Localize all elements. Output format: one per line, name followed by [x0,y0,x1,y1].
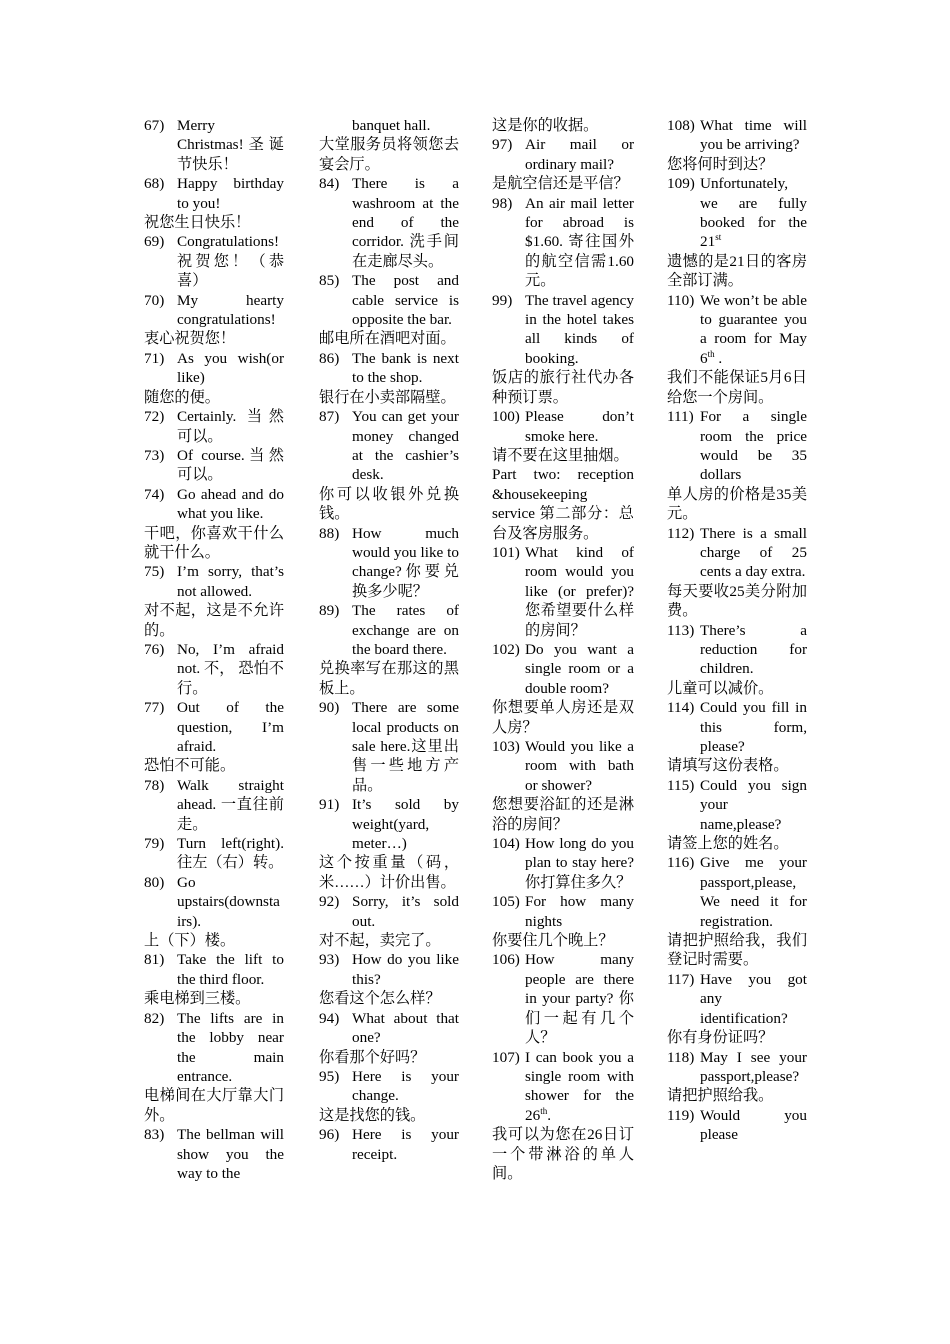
phrase-text [352,795,459,853]
item-number: 101) [492,543,520,561]
item-number: 83) [144,1126,165,1144]
phrase-item [667,970,807,1028]
translation-text: 干吧，你喜欢干什么就干什么。 [144,524,284,561]
phrase-text-main: May I see your passport,please? [700,1048,807,1085]
phrase-text [352,601,459,659]
translation-text: 儿童可以减价。 [667,679,774,697]
phrase-item [319,601,459,659]
phrase-text-main: Have you got any identification? [700,970,807,1027]
phrase-text [700,407,807,485]
item-number: 85) [319,272,340,290]
phrase-text [352,698,459,795]
phrase-text [700,524,807,582]
phrase-text-main: What about that one? [352,1009,459,1047]
item-number: 107) [492,1048,520,1066]
phrase-text [525,737,634,795]
phrase-item [492,407,634,446]
item-number: 102) [492,640,520,658]
item-number: 113) [667,621,695,639]
translation-text: 请把护照给我。 [667,1087,774,1105]
phrase-text-main: I can book you a single room with shower for the 26 [525,1048,634,1124]
translation-text: 这个按重量（码，米……）计价出售。 [319,854,459,891]
phrase-text [700,116,807,155]
item-number: 108) [667,117,695,134]
phrase-text-main: Could you sign your name,please? [700,776,807,833]
phrase-text [700,970,807,1028]
translation-text: 请签上您的姓名。 [667,835,789,853]
phrase-text [177,640,284,698]
phrase-text-main: Could you fill in this form, please? [700,699,807,755]
phrase-text-main: What time will you be arriving? [700,117,807,154]
phrase-text-main: The lifts are in the lobby near the main entrance. [177,1009,284,1085]
phrase-text-main: No, I’m afraid not. 不， 恐怕不行。 [177,640,284,697]
item-number: 97) [492,136,513,154]
item-number: 71) [144,349,165,367]
translation-text: 你有身份证吗？ [667,1029,774,1047]
item-number: 69) [144,233,165,251]
phrase-text-main: My hearty congratulations! [177,291,284,329]
translation-text: 邮电所在酒吧对面。 [319,330,456,348]
phrase-text-main: Unfortunately, we are fully booked for the 21 [700,175,807,251]
translation-text: 上（下）楼。 [144,932,236,950]
item-number: 110) [667,291,695,309]
phrase-text-main: Here is your receipt. [352,1126,459,1163]
item-number: 109) [667,175,695,193]
phrase-text-main: We won’t be able to guarantee you a room for May 6 [700,291,807,367]
phrase-text [177,485,284,524]
phrase-item [492,640,634,698]
phrase-text [177,1009,284,1087]
item-number: 73) [144,446,165,464]
phrase-text-main: It’s sold by weight(yard, meter…) [352,796,459,853]
phrase-text [352,174,459,271]
phrase-text [352,1067,459,1106]
phrase-item [319,349,459,388]
phrase-text-main: How much would you like to change?你要兑换多少呢？ [352,524,459,600]
item-number: 106) [492,951,520,969]
item-number: 104) [492,835,520,853]
phrase-text [525,950,634,1047]
phrase-item [144,698,284,756]
item-number: 72) [144,408,165,426]
translation-text: 你要住几个晚上？ [492,932,614,950]
translation-text: 你可以收银外兑换钱。 [319,485,459,523]
phrase-item [319,1067,459,1106]
phrase-text [177,232,284,290]
translation-text: 每天要收25美分附加费。 [667,582,807,620]
translation-text: 兑换率写在那这的黑板上。 [319,660,459,697]
translation-text: 这是找您的钱。 [319,1106,426,1124]
item-number: 119) [667,1106,695,1124]
item-number: 78) [144,776,165,794]
item-number: 96) [319,1126,340,1144]
phrase-item [144,834,284,873]
phrase-text [177,776,284,834]
phrase-text [177,873,284,931]
phrase-text [177,407,284,446]
phrase-item [492,834,634,892]
phrase-item [319,795,459,853]
phrase-text-main: There are some local products on sale here.这里出售一些地方产品。 [352,699,459,794]
phrase-item [144,950,284,989]
phrase-text [525,194,634,291]
phrase-item [492,950,634,1047]
item-number: 112) [667,524,695,542]
item-number: 80) [144,873,165,891]
item-number: 103) [492,738,520,755]
phrase-item [144,1125,284,1183]
item-number: 93) [319,951,340,969]
phrase-text-main: The travel agency in the hotel takes all kinds of booking. [525,291,634,367]
item-number: 105) [492,893,520,911]
translation-text: 随您的便。 [144,388,220,406]
phrase-text-main: Do you want a single room or a double room? [525,640,634,697]
phrase-item [144,485,284,524]
phrase-text [525,407,634,446]
phrase-text-main: Take the lift to the third floor. [177,951,284,988]
phrase-text [177,1125,284,1183]
phrase-text [525,640,634,698]
phrase-item [667,853,807,931]
phrase-text [700,698,807,756]
phrase-text [352,407,459,485]
phrase-text-main: There is a washroom at the end of the corridor. 洗手间在走廊尽头。 [352,175,459,270]
phrase-item [667,698,807,756]
item-number: 75) [144,563,165,581]
phrase-item [319,407,459,485]
phrase-text-main: Out of the question, I’m afraid. [177,699,284,755]
phrase-item [492,892,634,931]
translation-text: 您将何时到达？ [667,155,774,173]
phrase-text [177,834,284,873]
item-number: 88) [319,524,340,542]
phrase-text [525,291,634,369]
phrase-item [492,737,634,795]
phrase-item [667,291,807,369]
phrase-text-main: How many people are there in your party? 你们一起有几个人？ [525,951,634,1047]
translation-text: 请把护照给我，我们登记时需要。 [667,932,807,969]
translation-text: 这是你的收据。 [492,117,599,134]
phrase-item [144,873,284,931]
phrase-text [352,1009,459,1048]
column-1 [144,116,284,1183]
phrase-item [144,776,284,834]
item-number: 111) [667,408,694,426]
phrase-item [144,349,284,388]
phrase-text [700,291,807,369]
translation-text: 你看那个好吗？ [319,1048,426,1066]
translation-text: 对不起，这是不允许的。 [144,602,284,639]
phrase-text-tail: . [714,349,723,367]
item-number: 98) [492,194,513,212]
phrase-item [319,698,459,795]
phrase-item [144,174,284,213]
phrase-text [352,524,459,602]
phrase-item [319,1009,459,1048]
phrase-item [492,291,634,369]
phrase-text-main: Merry Christmas!圣诞节快乐！ [177,117,284,173]
phrase-text [352,950,459,989]
item-number: 82) [144,1009,165,1027]
phrase-text [352,349,459,388]
phrase-text-main: Turn left(right). 往左（右）转。 [177,835,284,872]
phrase-text-main: Congratulations!祝贺您！（恭喜） [177,233,284,290]
phrase-item [319,892,459,931]
phrase-item [667,1048,807,1087]
item-number: 76) [144,640,165,658]
column-4 [667,116,807,1145]
phrase-text [700,621,807,679]
phrase-item [667,621,807,679]
item-number: 86) [319,349,340,367]
phrase-text-main: Would you like a room with bath or shower? [525,738,634,794]
phrase-text-main: You can get your money changed at the cashier’s desk. [352,408,459,484]
phrase-item [492,543,634,640]
item-number: 100) [492,408,520,426]
phrase-text-main: For a single room the price would be 35 dollars [700,408,807,484]
item-number: 115) [667,776,695,794]
phrase-text-main: Of course.当然可以。 [177,446,284,484]
phrase-item [144,640,284,698]
phrase-item [492,1048,634,1126]
phrase-text [352,1125,459,1164]
phrase-text [177,698,284,756]
phrase-text [177,950,284,989]
phrase-item [144,1009,284,1087]
translation-text: 对不起，卖完了。 [319,932,441,950]
phrase-text [177,446,284,485]
phrase-item [144,407,284,446]
phrase-item [144,116,284,174]
phrase-text-main: Go upstairs(downstairs). [177,873,280,930]
translation-text: 你想要单人房还是双人房？ [492,699,634,736]
phrase-text-main: How do you like this? [352,951,459,988]
phrase-text-main: The bank is next to the shop. [352,349,459,387]
translation-text: 衷心祝贺您！ [144,330,236,348]
phrase-text [177,349,284,388]
phrase-item [144,562,284,601]
phrase-text [700,776,807,834]
phrase-item [667,524,807,582]
phrase-item [144,291,284,330]
phrase-text-main: There is a small charge of 25 cents a day extra. [700,524,807,581]
item-number: 117) [667,970,695,988]
translation-text: 大堂服务员将领您去宴会厅。 [319,136,459,173]
phrase-text [525,543,634,640]
translation-text: 单人房的价格是35美元。 [667,485,807,523]
translation-text: 我们不能保证5月6日给您一个房间。 [667,369,807,406]
phrase-text-main: There’s a reduction for children. [700,621,807,678]
phrase-item [492,135,634,174]
phrase-text-main: Certainly. 当然可以。 [177,408,284,445]
phrase-item [144,232,284,290]
phrase-text [177,174,284,213]
item-number: 89) [319,602,340,620]
phrase-text-main: Please don’t smoke here. [525,408,634,445]
translation-text: 遗憾的是21日的客房全部订满。 [667,252,807,290]
item-number: 74) [144,485,165,503]
item-number: 114) [667,699,695,717]
phrase-text-main: Go ahead and do what you like. [177,485,284,523]
phrase-item [667,116,807,155]
column-3 [492,116,634,1183]
item-number: 68) [144,175,165,193]
item-number: 92) [319,893,340,911]
phrase-text [177,116,284,174]
phrase-item [319,950,459,989]
phrase-text [700,174,807,252]
phrase-text-main: How long do you plan to stay here?你打算住多久？ [525,835,634,891]
phrase-text [700,853,807,931]
phrase-item [144,446,284,485]
item-number: 67) [144,117,165,134]
translation-text: 请填写这份表格。 [667,757,789,775]
item-number: 91) [319,796,340,814]
translation-text: 我可以为您在26日订一个带淋浴的单人间。 [492,1126,634,1182]
phrase-item [319,174,459,271]
item-number: 70) [144,291,165,309]
phrase-item [667,776,807,834]
item-number: 94) [319,1009,340,1027]
phrase-text-main: Here is your change. [352,1067,459,1105]
translation-text: 恐怕不可能。 [144,757,236,775]
phrase-text-main: Give me your passport,please, We need it for registration. [700,854,807,930]
phrase-text-main: The post and cable service is opposite the bar. [352,272,459,329]
translation-text: 您看这个怎么样？ [319,990,441,1008]
phrase-text [525,892,634,931]
ordinal-suffix: th [707,348,715,359]
phrase-text [525,1048,634,1126]
item-number: 95) [319,1067,340,1085]
translation-text: Part two: reception &housekeeping service 第二部分：总台及客房服务。 [492,466,634,542]
item-number: 79) [144,835,165,853]
phrase-item [319,1125,459,1164]
phrase-text [525,135,634,174]
phrase-text-main: An air mail letter for abroad is $1.60. 寄往国外的航空信需1.60元。 [525,194,634,290]
phrase-text-main: The bellman will show you the way to the [177,1126,284,1182]
phrase-item [319,524,459,602]
item-number: 87) [319,408,340,426]
translation-text: 乘电梯到三楼。 [144,990,251,1008]
phrase-item [319,271,459,329]
phrase-text-main: Sorry, it’s sold out. [352,893,459,930]
phrase-text [177,562,284,601]
phrase-text [525,834,634,892]
phrase-text [177,291,284,330]
phrase-item [492,194,634,291]
phrase-text-main: Walk straight ahead. 一直往前走。 [177,776,284,833]
item-number: 118) [667,1048,695,1066]
phrase-text-main: Air mail or ordinary mail? [525,136,634,173]
item-number: 90) [319,699,340,717]
item-number: 99) [492,291,513,309]
phrase-text-tail: . [547,1106,551,1124]
phrase-text [352,892,459,931]
translation-text: 银行在小卖部隔壁。 [319,388,456,406]
phrase-text [352,271,459,329]
phrase-text-main: As you wish(or like) [177,349,284,387]
item-number: 81) [144,951,165,969]
phrase-text-main: I’m sorry, that’s not allowed. [177,563,284,600]
translation-text: 祝您生日快乐！ [144,214,251,232]
item-number: 77) [144,699,165,717]
ordinal-suffix: th [540,1105,548,1116]
translation-text: 电梯间在大厅靠大门外。 [144,1087,284,1124]
phrase-text-main: Happy birthday to you! [177,175,284,212]
translation-text: 饭店的旅行社代办各种预订票。 [492,369,634,406]
translation-text: 请不要在这里抽烟。 [492,446,629,464]
phrase-continuation: banquet hall. [352,117,431,134]
phrase-item [667,407,807,485]
phrase-text [700,1106,807,1145]
phrase-text [700,1048,807,1087]
phrase-text-main: What kind of room would you like (or prefer)? 您希望要什么样的房间？ [525,543,634,639]
phrase-text-main: For how many nights [525,893,634,930]
column-2 [319,116,459,1164]
phrase-text-main: The rates of exchange are on the board there. [352,602,459,658]
phrase-text-main: Would you please [700,1106,807,1144]
phrase-item [667,1106,807,1145]
translation-text: 是航空信还是平信？ [492,175,629,193]
ordinal-suffix: st [715,232,722,243]
item-number: 116) [667,854,695,872]
item-number: 84) [319,175,340,193]
phrase-item [667,174,807,252]
translation-text: 您想要浴缸的还是淋浴的房间？ [492,796,634,833]
